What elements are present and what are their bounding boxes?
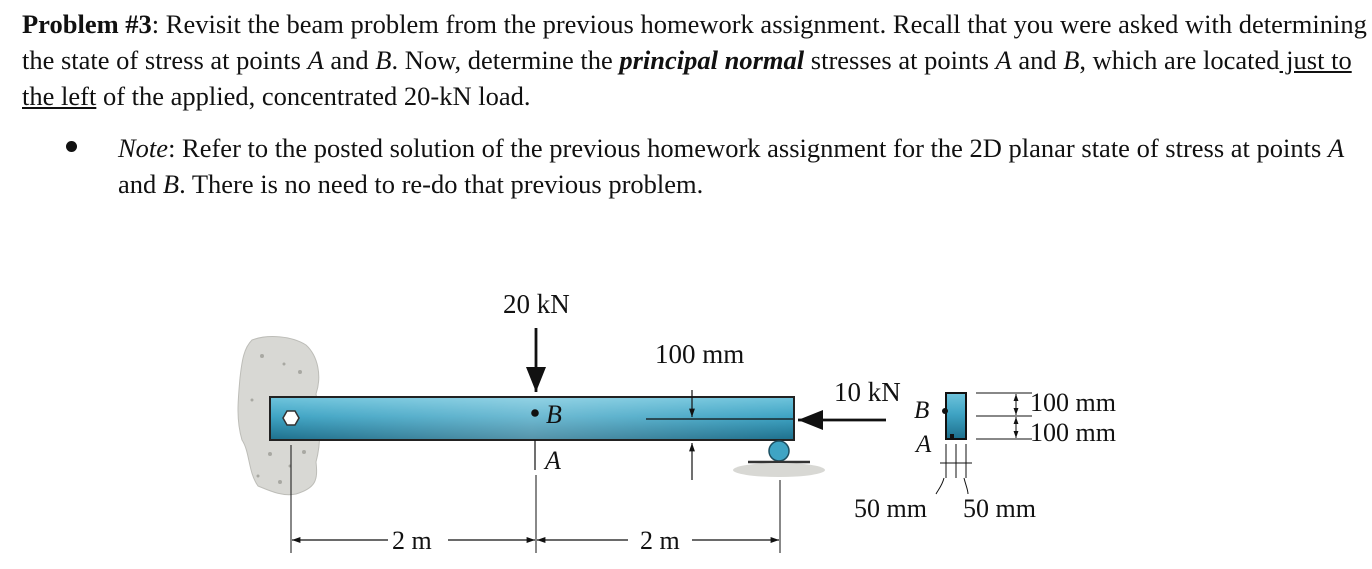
problem-text-2: and [323, 45, 376, 75]
depth-label: 100 mm [655, 339, 745, 369]
span1-label: 2 m [392, 526, 432, 555]
problem-underlined: just to the left [22, 45, 1352, 111]
span2-label: 2 m [640, 526, 680, 555]
sec-width-leader-left [936, 478, 944, 494]
point-a-label: A [545, 446, 561, 475]
ground-icon [733, 463, 825, 477]
note-label: Note [118, 133, 169, 163]
problem-text-6: , which are located [1079, 45, 1280, 75]
section-width-right-label: 50 mm [963, 494, 1036, 523]
point-b-dot [531, 409, 539, 417]
problem-text-1: : Revisit the beam problem from the previous homework assignment. Recall that you were asked with determining the state of stress at points [22, 9, 1367, 75]
cross-section [946, 393, 966, 439]
problem-point-a-2: A [995, 45, 1012, 75]
note-point-a: A [1327, 133, 1345, 163]
section-bottom-label: 100 mm [1030, 418, 1116, 447]
section-a-label: A [916, 431, 932, 458]
problem-text-7: of the applied, concentrated 20-kN load. [96, 81, 531, 111]
note-text-3: . There is no need to re-do that previous problem. [179, 169, 704, 199]
section-b-label: B [914, 397, 930, 424]
note-point-b: B [162, 169, 180, 199]
problem-label: Problem #3 [22, 9, 152, 39]
load-label: 20 kN [503, 289, 570, 319]
problem-emphasis: principal normal [619, 45, 805, 75]
sec-width-leader-right [964, 478, 968, 494]
section-width-left-label: 50 mm [854, 494, 927, 523]
section-a-marker [950, 434, 954, 438]
problem-text-3: . Now, determine the [391, 45, 620, 75]
roller-icon [769, 441, 789, 461]
problem-text-4: stresses at points [804, 45, 996, 75]
section-b-dot [942, 408, 948, 414]
problem-point-b: B [375, 45, 392, 75]
section-top-label: 100 mm [1030, 388, 1116, 417]
note-text-2: and [118, 169, 163, 199]
note-text-1: : Refer to the posted solution of the previous homework assignment for the 2D planar state of stress at points [168, 133, 1328, 163]
problem-point-a: A [307, 45, 324, 75]
problem-point-b-2: B [1063, 45, 1080, 75]
problem-text-5: and [1011, 45, 1064, 75]
axial-label: 10 kN [834, 377, 901, 407]
pin-icon [283, 411, 299, 425]
point-b-label: B [546, 400, 562, 429]
